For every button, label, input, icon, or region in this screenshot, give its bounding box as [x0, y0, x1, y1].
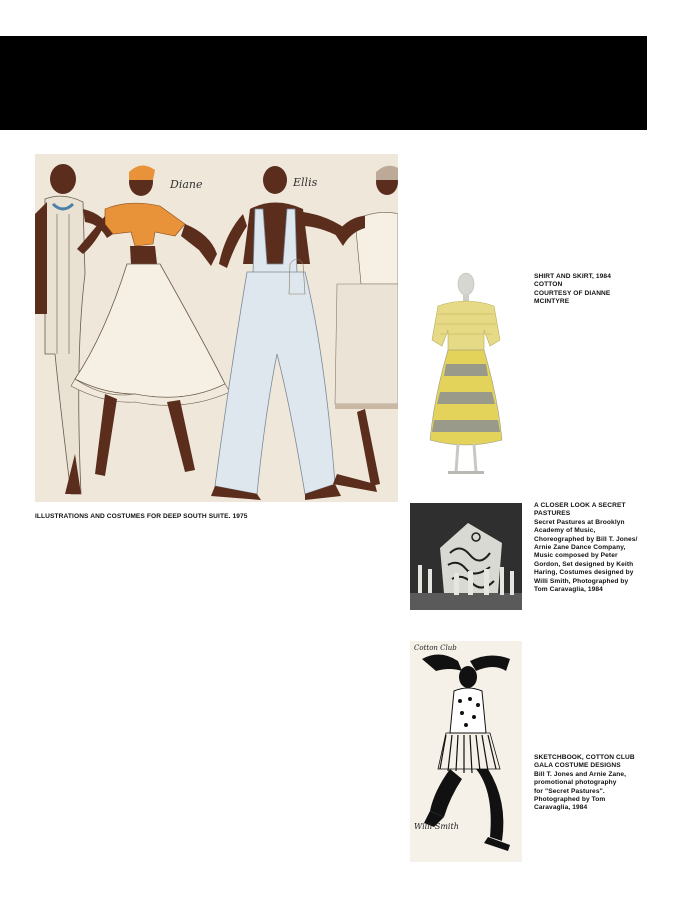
- garment-caption: [534, 273, 611, 307]
- caption-line: Tom Caravaglia, 1984: [534, 586, 603, 594]
- main-figure-caption: ILLUSTRATIONS AND COSTUMES FOR DEEP SOUTH SUITE. 1975: [35, 513, 248, 520]
- caption-line: MCINTYRE: [534, 298, 570, 306]
- handwritten-name-ellis: Ellis: [293, 176, 318, 189]
- caption-title: SKETCHBOOK, COTTON CLUB: [534, 754, 635, 761]
- caption-line: Gordon, Set designed by Keith: [534, 560, 634, 568]
- caption-line: Haring, Costumes designed by: [534, 569, 634, 577]
- caption-line: Caravaglia, 1984: [534, 804, 588, 812]
- caption-line: Secret Pastures at Brooklyn: [534, 518, 625, 526]
- caption-line: Photographed by Tom: [534, 796, 606, 804]
- caption-title: A CLOSER LOOK A SECRET: [534, 502, 626, 509]
- caption-line: Willi Smith, Photographed by: [534, 577, 629, 585]
- handwritten-name-diane: Diane: [170, 178, 203, 191]
- caption-line: Bill T. Jones and Arnie Zane,: [534, 770, 627, 778]
- header-band: [0, 36, 647, 130]
- caption-line: COURTESY OF DIANNE: [534, 289, 611, 297]
- cotton-club-sketch: [410, 641, 522, 862]
- caption-line: COTTON: [534, 281, 563, 289]
- caption-line: Choreographed by Bill T. Jones/: [534, 535, 638, 543]
- sketch-handwritten-title: Cotton Club: [414, 644, 457, 652]
- caption-title: GALA COSTUME DESIGNS: [534, 762, 621, 770]
- caption-line: Arnie Zane Dance Company,: [534, 544, 626, 552]
- caption-title: PASTURES: [534, 510, 571, 518]
- caption-line: Academy of Music,: [534, 527, 596, 535]
- stage-caption: [534, 502, 638, 594]
- secret-pastures-stage-photo: [410, 503, 522, 610]
- deep-south-suite-illustration: [35, 154, 398, 502]
- caption-line: SHIRT AND SKIRT, 1984: [534, 273, 611, 280]
- sketch-signature: Willi Smith: [414, 822, 459, 831]
- caption-line: for "Secret Pastures".: [534, 787, 605, 795]
- shirt-and-skirt-photo: [418, 268, 514, 478]
- sketch-caption: [534, 754, 635, 813]
- caption-line: promotional photography: [534, 779, 617, 787]
- caption-line: Music composed by Peter: [534, 552, 618, 560]
